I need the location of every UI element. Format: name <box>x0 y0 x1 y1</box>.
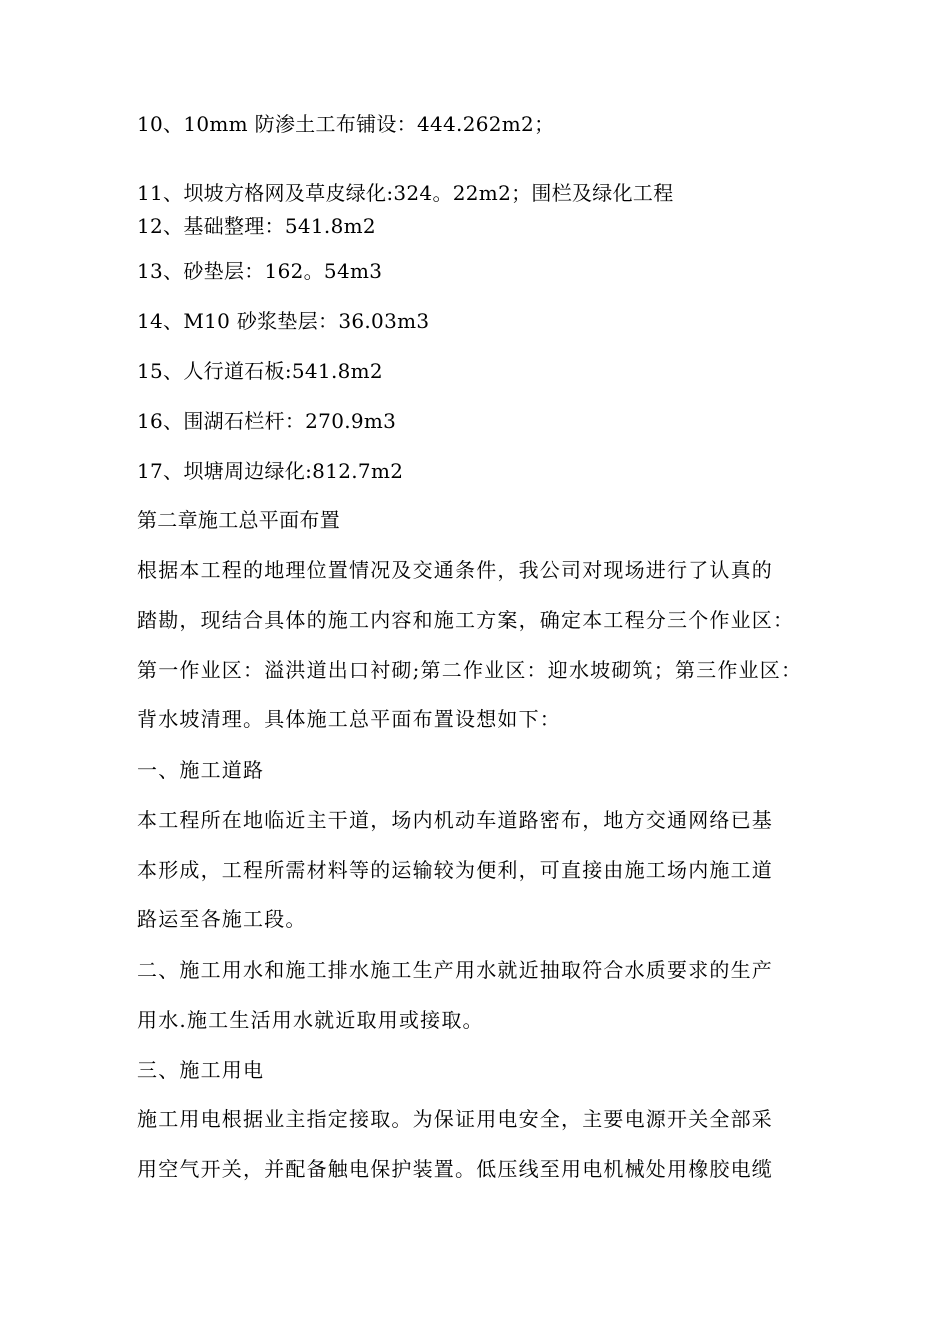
intro-line-4: 背水坡清理。具体施工总平面布置设想如下： <box>137 707 561 731</box>
item-line-14: 14、M10 砂浆垫层：36.03m3 <box>137 309 430 333</box>
section1-line-1: 本工程所在地临近主干道，场内机动车道路密布，地方交通网络已基 <box>137 808 773 832</box>
item-line-17: 17、坝塘周边绿化:812.7m2 <box>137 459 404 483</box>
section3-line-1: 施工用电根据业主指定接取。为保证用电安全，主要电源开关全部采 <box>137 1107 773 1131</box>
item-line-13: 13、砂垫层：162。54m3 <box>137 259 383 283</box>
section1-line-3: 路运至各施工段。 <box>137 907 307 931</box>
section2-line-2: 用水.施工生活用水就近取用或接取。 <box>137 1008 484 1032</box>
section2-line-1: 二、施工用水和施工排水施工生产用水就近抽取符合水质要求的生产 <box>137 958 773 982</box>
section3-line-2: 用空气开关，并配备触电保护装置。低压线至用电机械处用橡胶电缆 <box>137 1157 773 1181</box>
section1-line-2: 本形成，工程所需材料等的运输较为便利，可直接由施工场内施工道 <box>137 858 773 882</box>
section1-title: 一、施工道路 <box>137 758 265 782</box>
intro-line-1: 根据本工程的地理位置情况及交通条件，我公司对现场进行了认真的 <box>137 558 773 582</box>
intro-line-3: 第一作业区：溢洪道出口衬砌;第二作业区：迎水坡砌筑；第三作业区： <box>137 658 803 682</box>
intro-line-2: 踏勘，现结合具体的施工内容和施工方案，确定本工程分三个作业区： <box>137 608 795 632</box>
item-line-16: 16、围湖石栏杆：270.9m3 <box>137 409 397 433</box>
item-line-12: 12、基础整理：541.8m2 <box>137 214 376 238</box>
section3-title: 三、施工用电 <box>137 1058 265 1082</box>
item-line-15: 15、人行道石板:541.8m2 <box>137 359 383 383</box>
item-line-11: 11、坝坡方格网及草皮绿化:324。22m2；围栏及绿化工程 <box>137 181 674 205</box>
chapter-title: 第二章施工总平面布置 <box>137 508 340 532</box>
item-line-10: 10、10mm 防渗土工布铺设：444.262m2； <box>137 112 555 136</box>
